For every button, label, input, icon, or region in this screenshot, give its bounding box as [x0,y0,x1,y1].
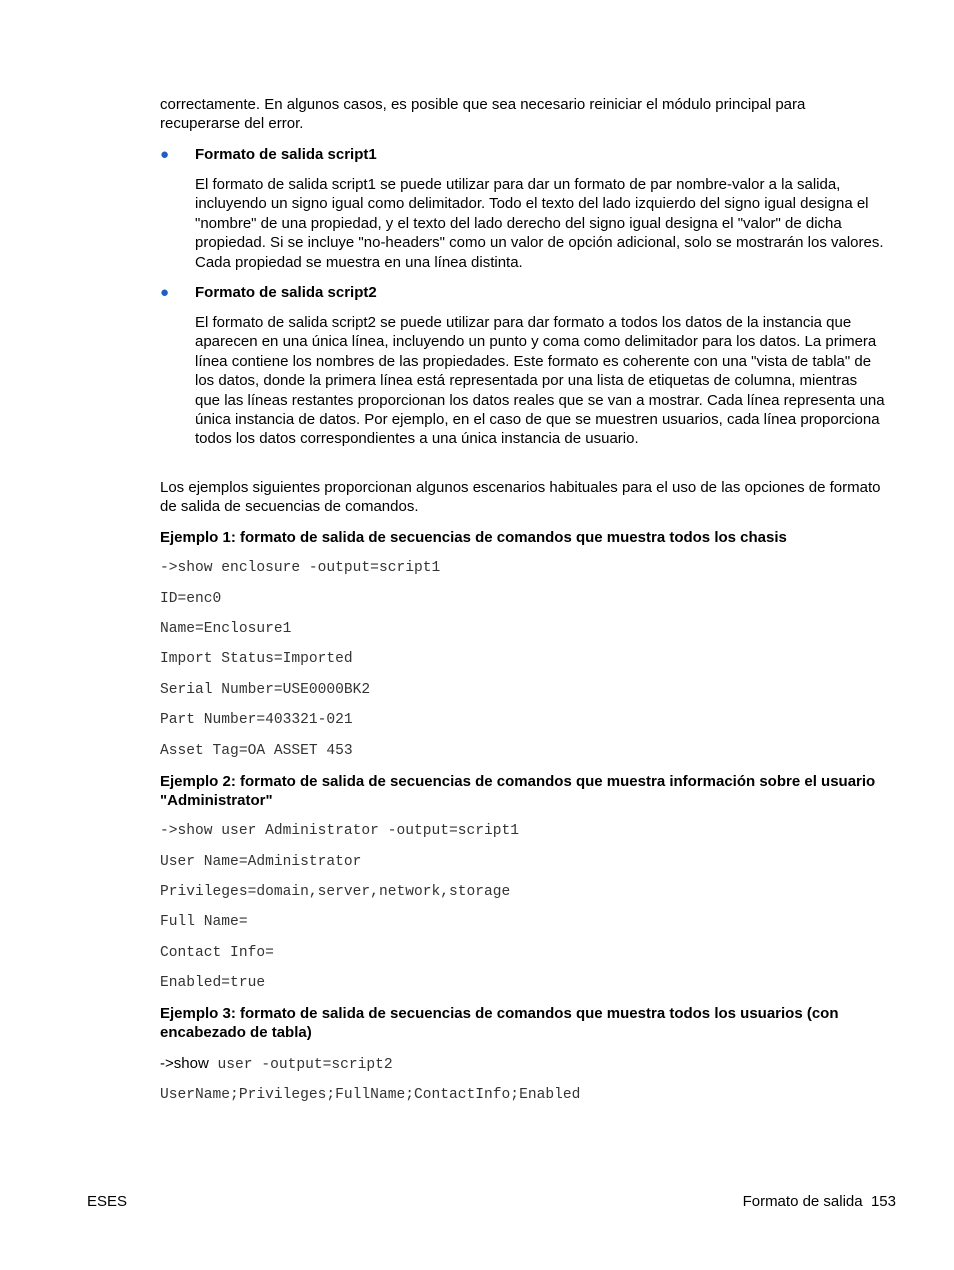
example3-heading: Ejemplo 3: formato de salida de secuencias de comandos que muestra todos los usuarios (con encabezado de tabla) [160,1005,839,1042]
code-line: ID=enc0 [160,591,222,607]
code-line: Asset Tag=OA ASSET 453 [160,743,353,759]
code-line: User Name=Administrator [160,854,362,870]
bullet-dot-icon: ● [160,284,170,301]
footer-left: ESES [87,1193,128,1210]
code-line-command [160,1055,884,1074]
bullet-title: Formato de salida script1 [195,146,377,163]
footer-section: Formato de salida [742,1193,863,1210]
examples-intro: Los ejemplos siguientes proporcionan algunos escenarios habituales para el uso de las opciones de formato de salida de secuencias de comandos. [160,479,881,516]
bullet-title: Formato de salida script2 [195,284,377,301]
page-number: 153 [870,1193,896,1210]
code-line: Serial Number=USE0000BK2 [160,682,371,698]
example2-heading: Ejemplo 2: formato de salida de secuencias de comandos que muestra información sobre el usuario "Administrator" [160,773,876,810]
code-line: UserName;Privileges;FullName;ContactInfo;Enabled [160,1087,581,1103]
code-line: ->show enclosure -output=script1 [160,560,441,576]
intro-continuation: correctamente. En algunos casos, es posible que sea necesario reiniciar el módulo principal para recuperarse del error. [160,96,806,133]
footer-right [743,1192,896,1211]
code-line: Contact Info= [160,945,274,961]
bullet-dot-icon: ● [160,146,170,163]
code-line: Import Status=Imported [160,651,353,667]
bullet-body-script2: El formato de salida script2 se puede utilizar para dar formato a todos los datos de la instancia que aparecen en una única línea, incluyendo un punto y coma como delimitador para los datos. La primera línea contiene los nombres de las propiedades. Este formato es coherente con una "vista de tabla" de los datos, donde la primera línea está representada por una lista de etiquetas de columna, mientras que las líneas restantes proporcionan los datos reales que se van a mostrar. Cada línea representa una única instancia de datos. Por ejemplo, en el caso de que se muestren usuarios, cada línea proporciona todos los datos correspondientes a una única instancia de usuario. [195,314,885,448]
command-prefix: ->show [160,1055,209,1072]
code-line: Full Name= [160,914,248,930]
code-line: Part Number=403321-021 [160,712,353,728]
bullet-item-script2 [160,283,884,303]
bullet-item-script1 [160,145,884,165]
example1-heading: Ejemplo 1: formato de salida de secuencias de comandos que muestra todos los chasis [160,529,787,546]
code-line: Enabled=true [160,975,266,991]
code-line: Name=Enclosure1 [160,621,292,637]
code-line: Privileges=domain,server,network,storage [160,884,511,900]
code-line: ->show user Administrator -output=script1 [160,823,520,839]
command-rest: user -output=script2 [208,1057,393,1073]
bullet-body-script1: El formato de salida script1 se puede utilizar para dar un formato de par nombre-valor a la salida, incluyendo un signo igual como delimitador. Todo el texto del lado izquierdo del signo igual designa el "nombre" de una propiedad, y el texto del lado derecho del signo igual designa el "valor" de dicha propiedad. Si se incluye "no-headers" como un valor de opción adicional, solo se mostrarán los valores. Cada propiedad se muestra en una línea distinta. [195,176,884,271]
